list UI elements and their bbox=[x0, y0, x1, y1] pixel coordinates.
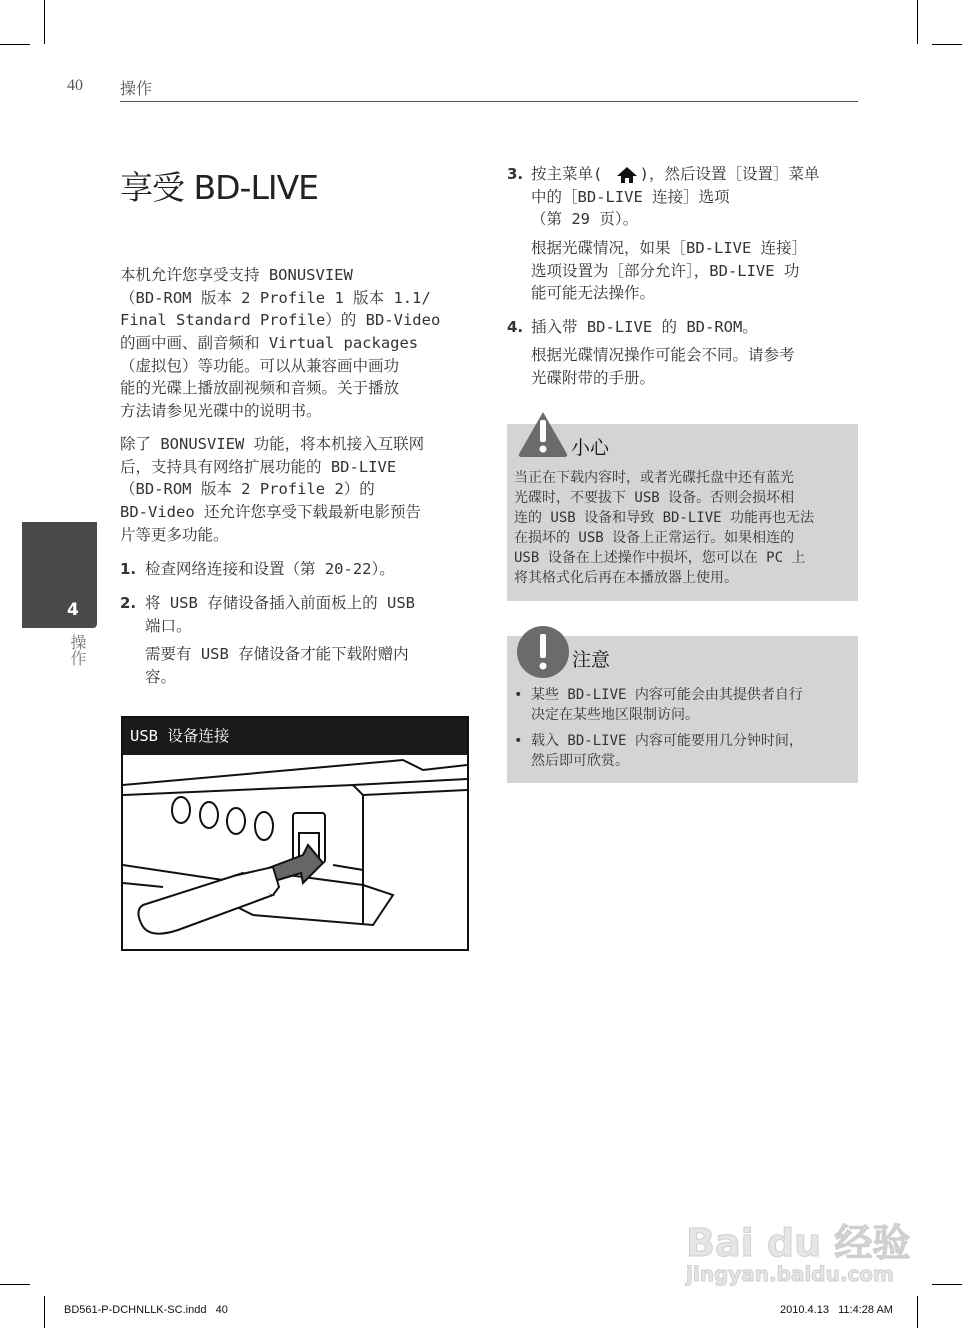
text-line: 能的光碟上播放副视频和音频。关于播放 bbox=[120, 379, 400, 398]
page-title: 享受 BD-LIVE bbox=[120, 168, 318, 207]
notice-bullet bbox=[531, 685, 803, 725]
notice-box bbox=[507, 636, 858, 783]
text-line: BD-Video 还允许您享受下载最新电影预告 bbox=[120, 503, 421, 522]
text-line: 后，支持具有网络扩展功能的 BD-LIVE bbox=[120, 457, 397, 476]
step-2 bbox=[145, 592, 415, 637]
text-line: 检查网络连接和设置（第 20-22）。 bbox=[145, 560, 395, 578]
usb-connection-illustration bbox=[123, 755, 467, 949]
step-2-note bbox=[145, 643, 409, 688]
chapter-label: 操作 bbox=[68, 634, 87, 666]
exclamation-circle-icon bbox=[517, 626, 569, 678]
text-line: 将其格式化后再在本播放器上使用。 bbox=[514, 570, 738, 586]
warning-triangle-icon bbox=[517, 410, 569, 458]
text-line: USB 设备在上述操作中损坏，您可以在 PC 上 bbox=[514, 550, 806, 566]
step-3 bbox=[531, 163, 820, 231]
bdlive-paragraph bbox=[120, 433, 424, 546]
text-line: 方法请参见光碟中的说明书。 bbox=[120, 402, 322, 421]
chapter-number: 4 bbox=[67, 600, 79, 620]
text-line: 本机允许您享受支持 BONUSVIEW bbox=[120, 266, 353, 284]
intro-paragraph bbox=[120, 264, 440, 423]
text-line: 中的［BD-LIVE 连接］选项 bbox=[531, 187, 730, 206]
step-number: 1. bbox=[120, 560, 137, 578]
crop-mark bbox=[932, 1284, 962, 1285]
step-number: 2. bbox=[120, 594, 137, 612]
text-line: 根据光碟情况，如果［BD-LIVE 连接］ bbox=[531, 239, 808, 257]
bullet-icon: • bbox=[514, 687, 523, 703]
step-4-note bbox=[531, 344, 795, 389]
footer-file: BD561-P-DCHNLLK-SC.indd 40 bbox=[64, 1304, 228, 1316]
text-line: 按主菜单( )，然后设置［设置］菜单 bbox=[531, 165, 820, 183]
text-line: 能可能无法操作。 bbox=[531, 284, 656, 303]
usb-figure bbox=[121, 716, 469, 951]
text-line: 的画中画、副音频和 Virtual packages bbox=[120, 334, 419, 353]
caution-box bbox=[507, 424, 858, 601]
crop-mark bbox=[44, 0, 45, 44]
watermark-url: jingyan.baidu.com bbox=[686, 1262, 894, 1286]
crop-mark bbox=[917, 0, 918, 44]
footer-date: 2010.4.13 11:4:28 AM bbox=[780, 1304, 893, 1316]
crop-mark bbox=[0, 1284, 30, 1285]
step-number: 4. bbox=[507, 318, 524, 336]
caution-text bbox=[514, 468, 814, 588]
text-line: 插入带 BD-LIVE 的 BD-ROM。 bbox=[531, 318, 758, 336]
crop-mark bbox=[917, 1296, 918, 1328]
text-line: （虚拟包）等功能。可以从兼容画中画功 bbox=[120, 356, 400, 375]
bullet-icon: • bbox=[514, 733, 523, 749]
text-line: 某些 BD-LIVE 内容可能会由其提供者自行 bbox=[531, 687, 803, 703]
text-line: 选项设置为［部分允许］，BD-LIVE 功 bbox=[531, 261, 800, 280]
text-line: 片等更多功能。 bbox=[120, 525, 229, 544]
crop-mark bbox=[932, 44, 962, 45]
text-line: 然后即可欣赏。 bbox=[531, 753, 629, 769]
header-rule bbox=[120, 101, 858, 102]
figure-title: USB 设备连接 bbox=[130, 727, 230, 745]
page-number: 40 bbox=[67, 77, 83, 94]
step-3-note bbox=[531, 237, 807, 305]
text-line: 当正在下载内容时，或者光碟托盘中还有蓝光 bbox=[514, 470, 794, 486]
text-line: 光碟附带的手册。 bbox=[531, 368, 656, 387]
text-line: 除了 BONUSVIEW 功能，将本机接入互联网 bbox=[120, 435, 425, 453]
chapter-tab bbox=[22, 522, 97, 628]
notice-bullet bbox=[531, 731, 803, 771]
text-line: 连的 USB 设备和导致 BD-LIVE 功能再也无法 bbox=[514, 510, 815, 526]
text-line: 将 USB 存储设备插入前面板上的 USB bbox=[145, 594, 415, 612]
text-line: Final Standard Profile）的 BD-Video bbox=[120, 311, 441, 330]
text-line: （BD-ROM 版本 2 Profile 2）的 bbox=[120, 480, 375, 499]
watermark-logo: Bai du 经验 bbox=[686, 1221, 911, 1265]
step-1 bbox=[145, 558, 395, 581]
text-line: （第 29 页）。 bbox=[531, 210, 639, 229]
text-line: 光碟时，不要拔下 USB 设备。否则会损坏相 bbox=[514, 490, 795, 506]
caution-heading: 小心 bbox=[571, 437, 610, 459]
text-line: 根据光碟情况操作可能会不同。请参考 bbox=[531, 346, 795, 364]
text-line: 容。 bbox=[145, 667, 177, 686]
section-header: 操作 bbox=[120, 79, 153, 98]
step-4 bbox=[531, 316, 758, 339]
text-line: 需要有 USB 存储设备才能下载附赠内 bbox=[145, 645, 409, 663]
notice-heading: 注意 bbox=[572, 649, 611, 671]
text-line: 决定在某些地区限制访问。 bbox=[531, 707, 699, 723]
text-line: 端口。 bbox=[145, 616, 192, 635]
crop-mark bbox=[0, 44, 30, 45]
crop-mark bbox=[44, 1296, 45, 1328]
text-line: 载入 BD-LIVE 内容可能要用几分钟时间， bbox=[531, 733, 803, 749]
text-line: （BD-ROM 版本 2 Profile 1 版本 1.1/ bbox=[120, 288, 431, 307]
text-line: 在损坏的 USB 设备上正常运行。如果相连的 bbox=[514, 530, 795, 546]
step-number: 3. bbox=[507, 165, 524, 183]
